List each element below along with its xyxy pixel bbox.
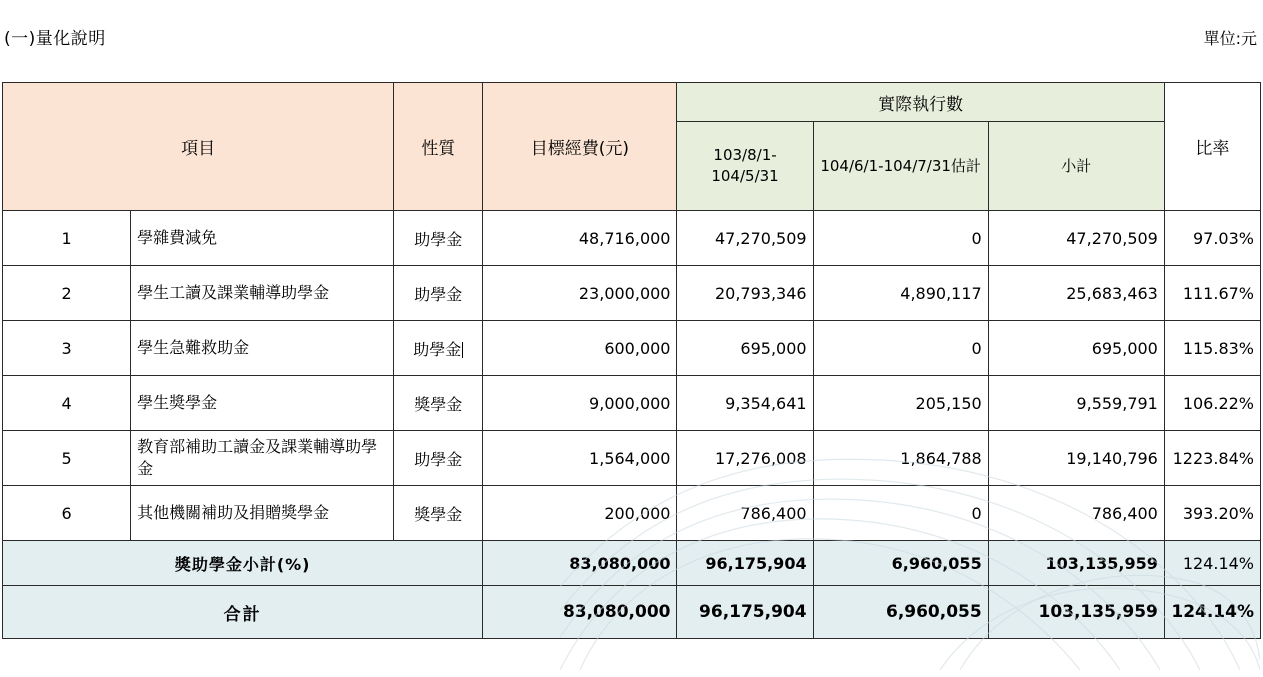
row-goal-budget: 9,000,000 — [483, 376, 677, 431]
row-actual-1: 9,354,641 — [677, 376, 813, 431]
text-caret — [462, 342, 463, 358]
row-subtotal: 47,270,509 — [988, 211, 1164, 266]
row-rate: 1223.84% — [1164, 431, 1260, 486]
row-item-name: 其他機關補助及捐贈獎學金 — [131, 486, 394, 541]
table-head — [3, 83, 1261, 211]
grand-total-goal-budget: 83,080,000 — [483, 586, 677, 639]
subtotal-rate: 124.14% — [1164, 541, 1260, 586]
row-actual-2: 0 — [813, 321, 988, 376]
row-nature-text: 助學金 — [413, 339, 462, 359]
row-subtotal: 9,559,791 — [988, 376, 1164, 431]
row-nature: 助學金 — [394, 266, 483, 321]
row-rate: 97.03% — [1164, 211, 1260, 266]
row-nature: 助學金 — [394, 431, 483, 486]
row-number: 6 — [3, 486, 131, 541]
table-row — [3, 431, 1261, 486]
row-nature[interactable] — [394, 321, 483, 376]
subtotal-goal-budget: 83,080,000 — [483, 541, 677, 586]
row-goal-budget: 48,716,000 — [483, 211, 677, 266]
header-actual-subtotal: 小計 — [988, 122, 1164, 211]
unit-label: 單位:元 — [1203, 29, 1257, 48]
row-goal-budget: 23,000,000 — [483, 266, 677, 321]
grand-total-actual-2: 6,960,055 — [813, 586, 988, 639]
header-nature: 性質 — [394, 83, 483, 211]
subtotal-label: 獎助學金小計(%) — [3, 541, 483, 586]
row-item-name: 學雜費減免 — [131, 211, 394, 266]
row-actual-2: 0 — [813, 211, 988, 266]
header-goal-budget: 目標經費(元) — [483, 83, 677, 211]
row-subtotal: 25,683,463 — [988, 266, 1164, 321]
table-row — [3, 376, 1261, 431]
row-number: 2 — [3, 266, 131, 321]
grand-total-subtotal: 103,135,959 — [988, 586, 1164, 639]
table-row — [3, 211, 1261, 266]
row-item-name: 教育部補助工讀金及課業輔導助學金 — [131, 431, 394, 486]
table-header-group-row — [3, 83, 1261, 122]
table-body — [3, 211, 1261, 639]
row-subtotal: 695,000 — [988, 321, 1164, 376]
row-nature: 獎學金 — [394, 376, 483, 431]
header-rate: 比率 — [1164, 83, 1260, 211]
row-actual-1: 20,793,346 — [677, 266, 813, 321]
header-actual-group: 實際執行數 — [677, 83, 1164, 122]
subtotal-subtotal: 103,135,959 — [988, 541, 1164, 586]
table-row — [3, 486, 1261, 541]
row-subtotal: 19,140,796 — [988, 431, 1164, 486]
row-actual-2: 205,150 — [813, 376, 988, 431]
row-actual-2: 1,864,788 — [813, 431, 988, 486]
row-rate: 111.67% — [1164, 266, 1260, 321]
row-rate: 106.22% — [1164, 376, 1260, 431]
row-number: 5 — [3, 431, 131, 486]
row-item-name: 學生獎學金 — [131, 376, 394, 431]
header-actual-period-1: 103/8/1-104/5/31 — [677, 122, 813, 211]
grand-total-label: 合計 — [3, 586, 483, 639]
subtotal-actual-2: 6,960,055 — [813, 541, 988, 586]
quantitative-table — [2, 82, 1261, 639]
row-rate: 393.20% — [1164, 486, 1260, 541]
row-actual-1: 695,000 — [677, 321, 813, 376]
grand-total-rate: 124.14% — [1164, 586, 1260, 639]
row-number: 4 — [3, 376, 131, 431]
row-goal-budget: 600,000 — [483, 321, 677, 376]
row-number: 1 — [3, 211, 131, 266]
row-goal-budget: 1,564,000 — [483, 431, 677, 486]
header-item: 項目 — [3, 83, 394, 211]
header-actual-period-2: 104/6/1-104/7/31估計 — [813, 122, 988, 211]
row-item-name: 學生急難救助金 — [131, 321, 394, 376]
row-actual-1: 17,276,008 — [677, 431, 813, 486]
subtotal-actual-1: 96,175,904 — [677, 541, 813, 586]
page-title: (一)量化說明 — [4, 29, 106, 49]
row-number: 3 — [3, 321, 131, 376]
row-item-name: 學生工讀及課業輔導助學金 — [131, 266, 394, 321]
row-actual-2: 4,890,117 — [813, 266, 988, 321]
row-nature: 助學金 — [394, 211, 483, 266]
row-nature: 獎學金 — [394, 486, 483, 541]
row-goal-budget: 200,000 — [483, 486, 677, 541]
row-subtotal: 786,400 — [988, 486, 1164, 541]
document-header — [0, 28, 1263, 54]
table-row — [3, 321, 1261, 376]
subtotal-row — [3, 541, 1261, 586]
grand-total-row — [3, 586, 1261, 639]
row-actual-1: 786,400 — [677, 486, 813, 541]
row-rate: 115.83% — [1164, 321, 1260, 376]
table-row — [3, 266, 1261, 321]
row-actual-2: 0 — [813, 486, 988, 541]
row-actual-1: 47,270,509 — [677, 211, 813, 266]
grand-total-actual-1: 96,175,904 — [677, 586, 813, 639]
